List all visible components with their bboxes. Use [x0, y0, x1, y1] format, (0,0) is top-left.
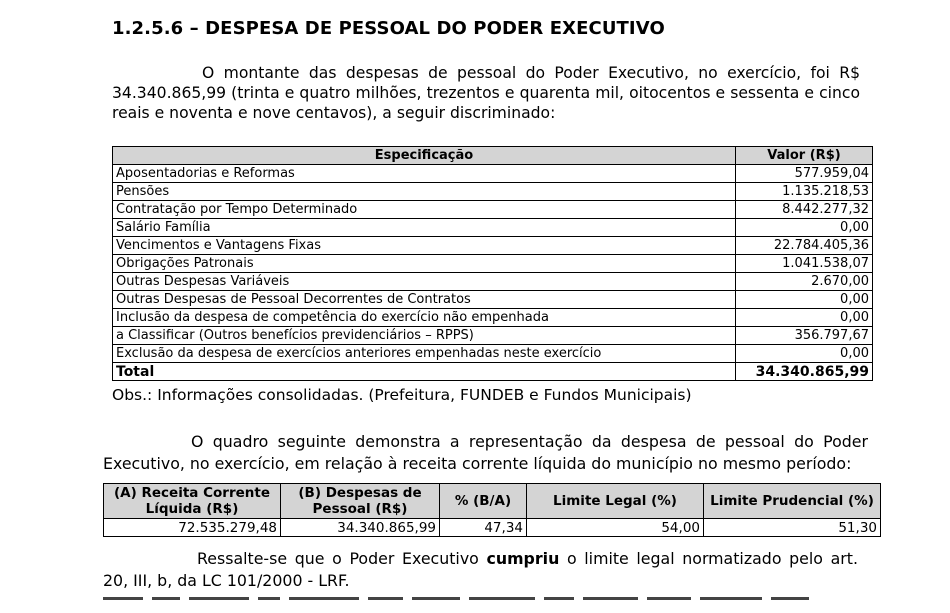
percent-value: 47,34 — [440, 519, 527, 537]
intro-paragraph: O montante das despesas de pessoal do Poder Executivo, no exercício, foi R$ 34.340.865,99 (trinta e quatro milhões, trezentos e quarenta mil, oitocentos e sessenta e cinco reais e noventa e nove centavos), a seguir discriminado: — [112, 64, 860, 122]
row-label: Outras Despesas Variáveis — [113, 273, 736, 291]
conclusion-paragraph — [103, 548, 858, 592]
header-valor: Valor (R$) — [736, 147, 873, 165]
row-value: 0,00 — [736, 309, 873, 327]
row-value: 2.670,00 — [736, 273, 873, 291]
header-despesas-pessoal: (B) Despesas de Pessoal (R$) — [281, 484, 440, 519]
header-limite-legal: Limite Legal (%) — [527, 484, 704, 519]
row-value: 0,00 — [736, 345, 873, 363]
total-row — [113, 363, 873, 381]
obs-note: Obs.: Informações consolidadas. (Prefeitura, FUNDEB e Fundos Municipais) — [112, 386, 692, 404]
table-row — [113, 165, 873, 183]
row-label: Vencimentos e Vantagens Fixas — [113, 237, 736, 255]
row-value: 22.784.405,36 — [736, 237, 873, 255]
row-label: a Classificar (Outros benefícios previdenciários – RPPS) — [113, 327, 736, 345]
table-row — [113, 327, 873, 345]
row-value: 1.041.538,07 — [736, 255, 873, 273]
row-value: 356.797,67 — [736, 327, 873, 345]
despesas-pessoal-value: 34.340.865,99 — [281, 519, 440, 537]
table-row — [113, 201, 873, 219]
receita-corrente-value: 72.535.279,48 — [104, 519, 281, 537]
row-label: Contratação por Tempo Determinado — [113, 201, 736, 219]
row-label: Salário Família — [113, 219, 736, 237]
row-value: 0,00 — [736, 219, 873, 237]
conclusion-text-after: o limite legal normatizado pelo art. 20, III, b, da LC 101/2000 - LRF. — [103, 549, 858, 590]
table-row — [113, 273, 873, 291]
cut-off-text-line — [103, 597, 848, 613]
table-row — [113, 219, 873, 237]
table-row — [104, 519, 881, 537]
expense-table-header-row — [113, 147, 873, 165]
row-value: 0,00 — [736, 291, 873, 309]
table-row — [113, 255, 873, 273]
table-row — [113, 291, 873, 309]
limite-legal-value: 54,00 — [527, 519, 704, 537]
table-row — [113, 345, 873, 363]
conclusion-text-before: Ressalte-se que o Poder Executivo — [197, 549, 487, 568]
row-label: Obrigações Patronais — [113, 255, 736, 273]
table-row — [113, 183, 873, 201]
table-row — [113, 309, 873, 327]
row-label: Outras Despesas de Pessoal Decorrentes de Contratos — [113, 291, 736, 309]
header-limite-prudencial: Limite Prudencial (%) — [704, 484, 881, 519]
header-percent: % (B/A) — [440, 484, 527, 519]
ratio-table — [103, 483, 881, 537]
row-value: 1.135.218,53 — [736, 183, 873, 201]
row-label: Aposentadorias e Reformas — [113, 165, 736, 183]
row-label: Exclusão da despesa de exercícios anteriores empenhadas neste exercício — [113, 345, 736, 363]
header-especificacao: Especificação — [113, 147, 736, 165]
row-value: 8.442.277,32 — [736, 201, 873, 219]
header-receita-corrente: (A) Receita Corrente Líquida (R$) — [104, 484, 281, 519]
limite-prudencial-value: 51,30 — [704, 519, 881, 537]
row-label: Inclusão da despesa de competência do exercício não empenhada — [113, 309, 736, 327]
row-value: 577.959,04 — [736, 165, 873, 183]
total-value: 34.340.865,99 — [736, 363, 873, 381]
ratio-paragraph: O quadro seguinte demonstra a representação da despesa de pessoal do Poder Executivo, no exercício, em relação à receita corrente líquida do município no mesmo período: — [103, 432, 868, 473]
section-heading: 1.2.5.6 – DESPESA DE PESSOAL DO PODER EXECUTIVO — [112, 18, 665, 39]
expense-table — [112, 146, 873, 381]
table-row — [113, 237, 873, 255]
row-label: Pensões — [113, 183, 736, 201]
total-label: Total — [113, 363, 736, 381]
conclusion-bold-word: cumpriu — [486, 549, 560, 568]
ratio-table-header-row — [104, 484, 881, 519]
